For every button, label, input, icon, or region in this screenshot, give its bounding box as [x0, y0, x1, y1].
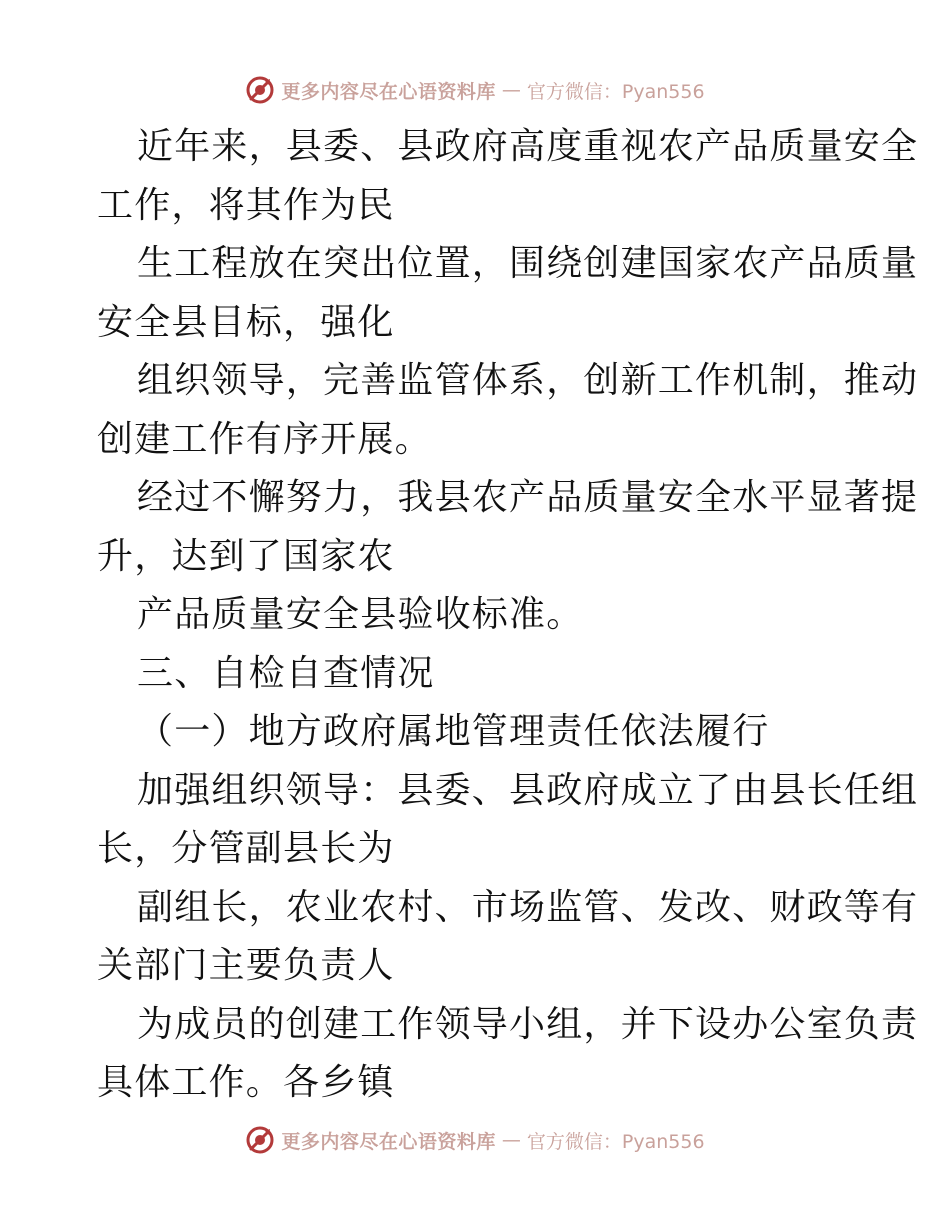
text-line: 安全县目标，强化 [97, 301, 395, 343]
logo-icon [245, 1125, 275, 1155]
text-line: 关部门主要负责人 [97, 945, 395, 986]
text-line: 创建工作有序开展。 [97, 418, 432, 460]
text-line: 具体工作。各乡镇 [97, 1062, 395, 1103]
watermark-wechat: 官方微信：Pyan556 [526, 1130, 705, 1153]
text-line: 三、自检自查情况 [137, 652, 435, 694]
watermark-dash: — [501, 1129, 521, 1151]
text-line: 长，分管副县长为 [97, 828, 395, 869]
document-body [97, 118, 919, 1113]
text-line: 近年来，县委、县政府高度重视农产品质量安全 [137, 126, 919, 167]
text-line: 生工程放在突出位置，围绕创建国家农产品质量 [137, 243, 919, 284]
text-line: （一）地方政府属地管理责任依法履行 [137, 711, 770, 752]
header-watermark [0, 72, 950, 108]
text-line: 组织领导，完善监管体系，创新工作机制，推动 [137, 360, 919, 401]
footer-watermark [0, 1122, 950, 1158]
text-line: 产品质量安全县验收标准。 [137, 594, 584, 635]
text-line: 升，达到了国家农 [97, 535, 395, 577]
text-line: 经过不懈努力，我县农产品质量安全水平显著提 [137, 477, 919, 518]
watermark-text: 更多内容尽在心语资料库 [281, 1130, 496, 1153]
text-line: 副组长，农业农村、市场监管、发改、财政等有 [137, 886, 919, 928]
text-line: 为成员的创建工作领导小组，并下设办公室负责 [137, 1003, 919, 1045]
watermark-text: 更多内容尽在心语资料库 [281, 80, 496, 103]
text-line: 工作，将其作为民 [97, 184, 395, 226]
logo-icon [245, 75, 275, 105]
watermark-wechat: 官方微信：Pyan556 [526, 80, 705, 103]
text-line: 加强组织领导：县委、县政府成立了由县长任组 [137, 769, 919, 811]
watermark-dash: — [501, 79, 521, 101]
